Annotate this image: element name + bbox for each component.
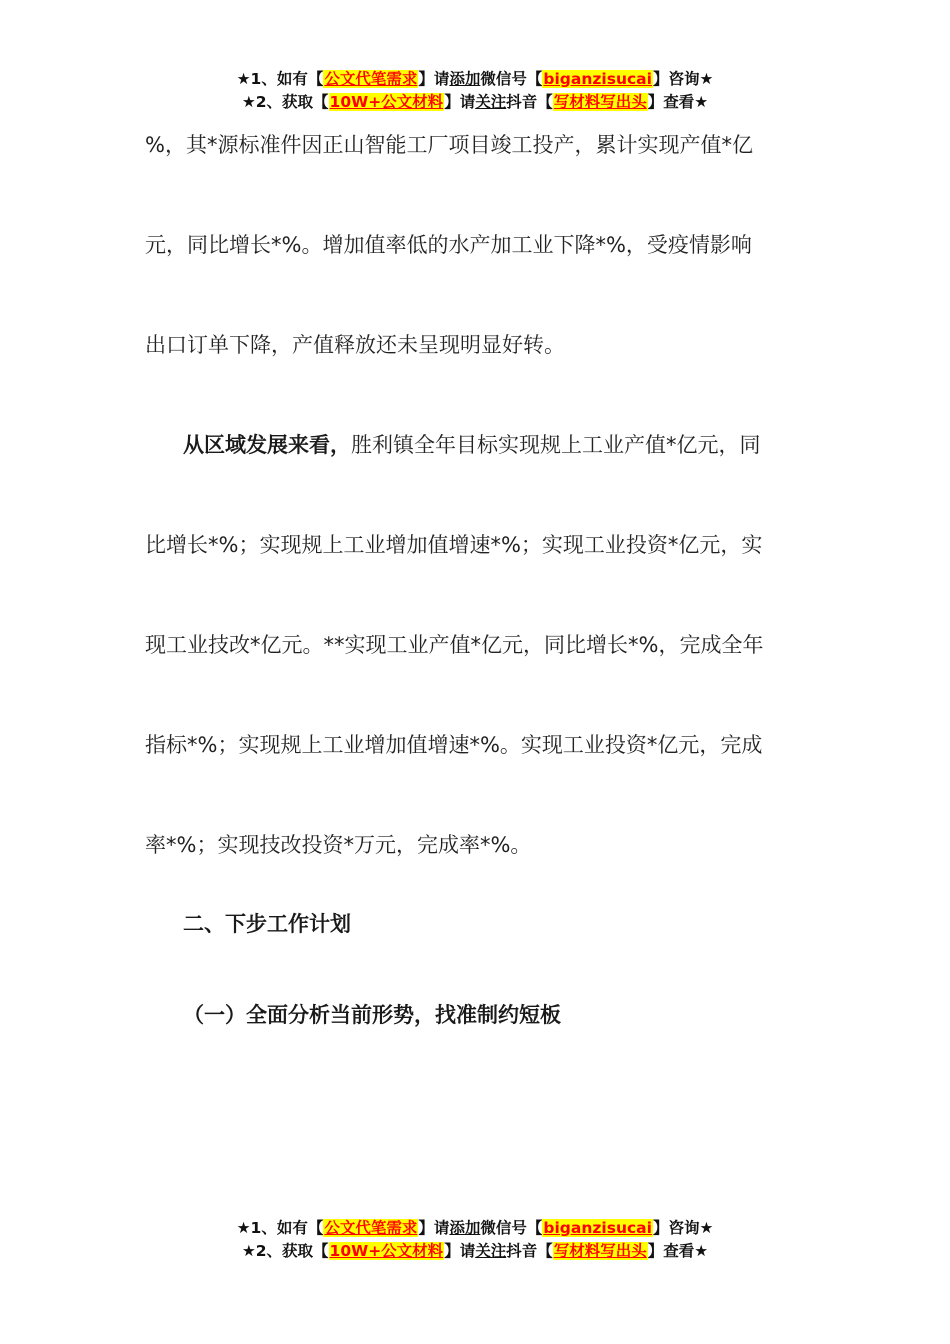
paragraph-lead: 从区域发展来看，	[183, 433, 351, 457]
banner-line-1	[0, 68, 950, 91]
banner-text: 】咨询★	[652, 1219, 714, 1237]
document-body	[145, 95, 810, 895]
banner-text: 微信号【	[480, 70, 543, 88]
banner-text: ★2、获取【	[241, 1242, 329, 1260]
banner-highlight: 10W+公文材料	[329, 1242, 444, 1260]
banner-text: 】请	[444, 93, 476, 111]
banner-highlight: 10W+公文材料	[329, 93, 444, 111]
banner-text: 】查看★	[647, 93, 709, 111]
banner-text: 抖音【	[506, 93, 553, 111]
banner-text: 微信号【	[480, 1219, 543, 1237]
banner-text: 抖音【	[506, 1242, 553, 1260]
body-line: 比增长*%；实现规上工业增加值增速*%；实现工业投资*亿元，实	[145, 533, 763, 557]
banner-wechat-id: biganzisucai	[543, 70, 652, 88]
banner-text: 】请	[418, 70, 450, 88]
banner-line-2	[0, 1240, 950, 1263]
footer-banner	[0, 1217, 950, 1263]
body-line: 元，同比增长*%。增加值率低的水产加工业下降*%，受疫情影响	[145, 233, 752, 257]
banner-douyin-id: 写材料写出头	[553, 1242, 647, 1260]
banner-underlined: 关注	[475, 93, 507, 111]
banner-highlight: 公文代笔需求	[324, 70, 418, 88]
body-line: 率*%；实现技改投资*万元，完成率*%。	[145, 833, 532, 857]
body-paragraph-start	[145, 395, 810, 495]
banner-highlight: 公文代笔需求	[324, 1219, 418, 1237]
subsection-heading: （一）全面分析当前形势，找准制约短板	[183, 1003, 561, 1027]
banner-text: 】请	[444, 1242, 476, 1260]
banner-line-1	[0, 1217, 950, 1240]
body-line: %，其*源标准件因正山智能工厂项目竣工投产，累计实现产值*亿	[145, 133, 753, 157]
banner-text: 】咨询★	[652, 70, 714, 88]
banner-text: 】查看★	[647, 1242, 709, 1260]
body-line: 现工业技改*亿元。**实现工业产值*亿元，同比增长*%，完成全年	[145, 633, 764, 657]
banner-text: ★1、如有【	[236, 1219, 324, 1237]
banner-underlined: 添加	[449, 1219, 481, 1237]
banner-text: ★1、如有【	[236, 70, 324, 88]
banner-underlined: 关注	[475, 1242, 507, 1260]
body-line: 指标*%；实现规上工业增加值增速*%。实现工业投资*亿元，完成	[145, 733, 763, 757]
section-heading: 二、下步工作计划	[183, 912, 351, 936]
paragraph-text: 胜利镇全年目标实现规上工业产值*亿元，同	[351, 433, 761, 457]
banner-douyin-id: 写材料写出头	[553, 93, 647, 111]
banner-text: ★2、获取【	[241, 93, 329, 111]
banner-text: 】请	[418, 1219, 450, 1237]
banner-underlined: 添加	[449, 70, 481, 88]
body-line: 出口订单下降，产值释放还未呈现明显好转。	[145, 333, 565, 357]
banner-wechat-id: biganzisucai	[543, 1219, 652, 1237]
